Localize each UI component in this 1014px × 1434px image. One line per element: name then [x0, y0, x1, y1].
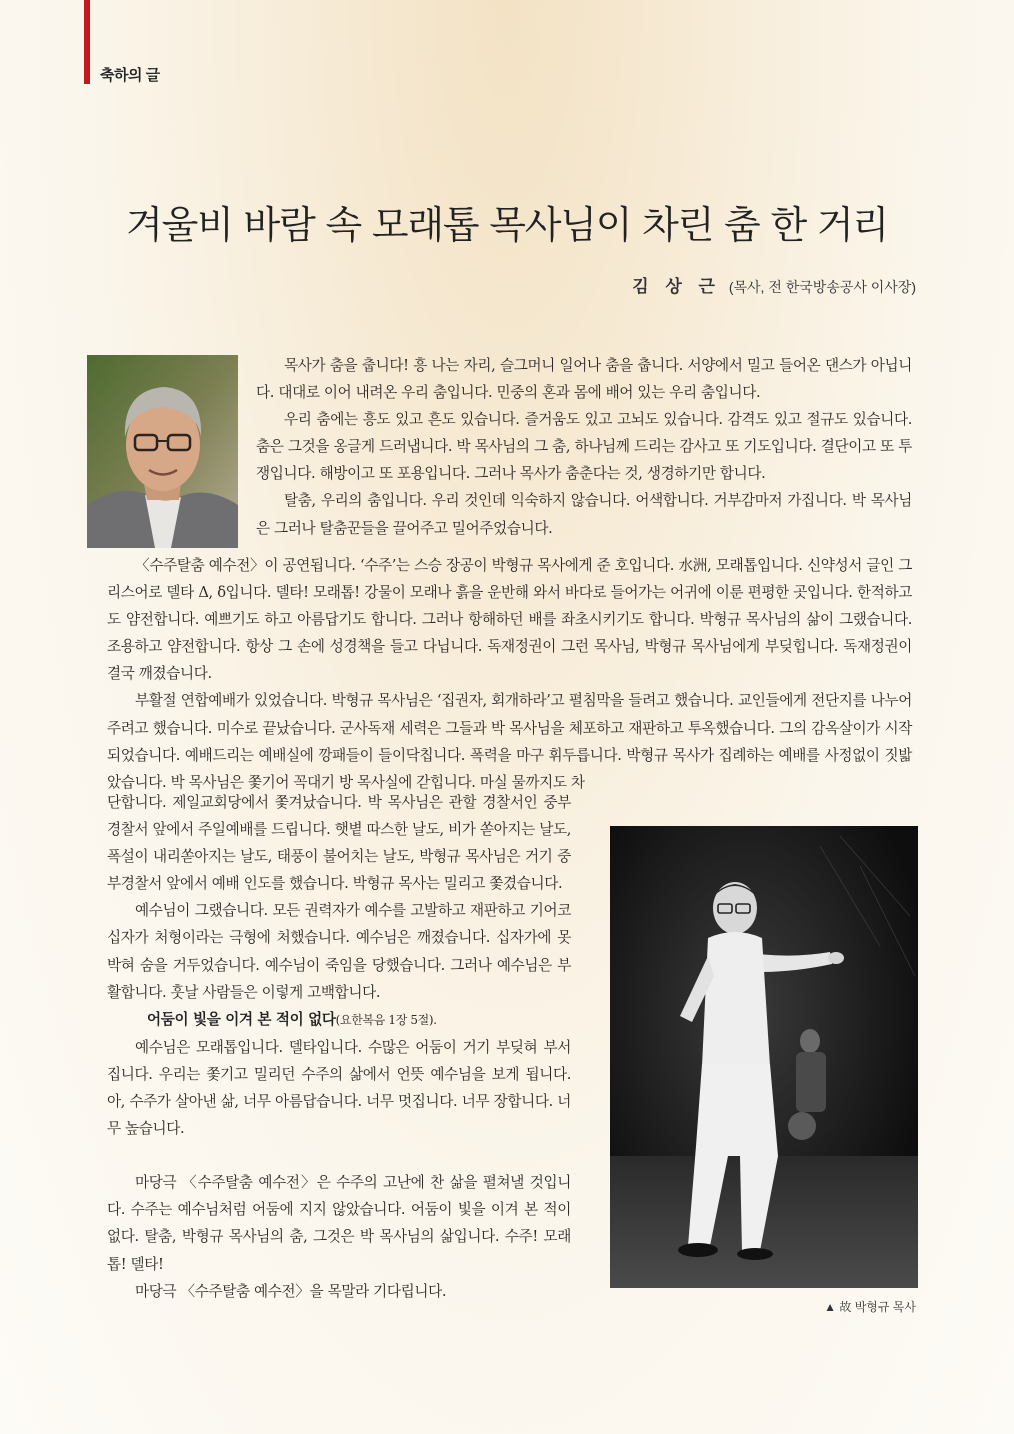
main-paragraphs — [107, 552, 912, 796]
paragraph: 단합니다. 제일교회당에서 쫓겨났습니다. 박 목사님은 관할 경찰서인 중부경찰서 앞에서 주일예배를 드립니다. 햇볕 따스한 날도, 비가 쏟아지는 날도, 폭설이 내리쏟아지는 날도, 태풍이 불어치는 날도, 박형규 목사님은 거기 중부경찰서 앞에서 예배 인도를 했습니다. 박형규 목사는 밀리고 쫓겼습니다. — [107, 794, 571, 893]
paragraph: 마당극 〈수주탈춤 예수전〉은 수주의 고난에 찬 삶을 펼쳐낼 것입니다. 수주는 예수님처럼 어둠에 지지 않았습니다. 어둠이 빛을 이겨 본 적이 없다. 탈춤, 박형규 목사님의 춤, 그것은 박 목사님의 삶입니다. 수주! 모래톱! 델타! — [107, 1174, 571, 1273]
paragraph: 〈수주탈춤 예수전〉이 공연됩니다. ‘수주’는 스승 장공이 박형규 목사에게 준 호입니다. 水洲, 모래톱입니다. 신약성서 글인 그리스어로 델타 Δ, δ입니다. 델타! 모래톱! 강물이 모래나 흙을 운반해 와서 바다로 들어가는 어귀에 이룬 편평한 곳입니다. 한적하고도 얌전합니다. 예쁘기도 하고 아름답기도 합니다. 그러나 항해하던 배를 좌초시키기도 합니다. 박형규 목사님의 삶이 그랬습니다. 조용하고 얌전합니다. 항상 그 손에 성경책을 들고 다닙니다. 독재정권이 그런 목사님, 박형규 목사님에게 부딪힙니다. 독재정권이 결국 깨졌습니다. — [107, 557, 912, 683]
article-title: 겨울비 바람 속 모래톱 목사님이 차린 춤 한 거리 — [126, 203, 888, 247]
paragraph: 목사가 춤을 춥니다! 흥 나는 자리, 슬그머니 일어나 춤을 춥니다. 서양에서 밀고 들어온 댄스가 아닙니다. 대대로 이어 내려온 우리 춤입니다. 민중의 혼과 몸에 배어 있는 우리 춤입니다. — [256, 357, 912, 402]
scripture-quote — [107, 1006, 571, 1034]
quote-text: 어둠이 빛을 이겨 본 적이 없다 — [147, 1010, 336, 1028]
quote-reference: (요한복음 1장 5절). — [335, 1012, 437, 1027]
author-portrait — [87, 355, 238, 548]
paragraph: 마당극 〈수주탈춤 예수전〉을 목말라 기다립니다. — [135, 1282, 447, 1300]
paragraph: 탈춤, 우리의 춤입니다. 우리 것인데 익숙하지 않습니다. 어색합니다. 거부감마저 가집니다. 박 목사님은 그러나 탈춤꾼들을 끌어주고 밀어주었습니다. — [256, 492, 912, 537]
column-paragraphs — [107, 789, 571, 1305]
author-info: (목사, 전 한국방송공사 이사장) — [728, 279, 916, 295]
section-marker-bar — [84, 0, 90, 84]
paragraph: 예수님이 그랬습니다. 모든 권력자가 예수를 고발하고 재판하고 기어코 십자가 처형이라는 극형에 처했습니다. 예수님은 깨졌습니다. 십자가에 못 박혀 숨을 거두었습니다. 예수님이 죽임을 당했습니다. 그러나 예수님은 부활합니다. 훗날 사람들은 이렇게 고백합니다. — [107, 902, 571, 1001]
dancing-pastor-photo — [610, 826, 918, 1288]
section-label: 축하의 글 — [100, 67, 160, 84]
paragraph: 우리 춤에는 흥도 있고 흔도 있습니다. 즐거움도 있고 고뇌도 있습니다. 감격도 있고 절규도 있습니다. 춤은 그것을 옹글게 드러냅니다. 박 목사님의 그 춤, 하나님께 드리는 감사고 또 기도입니다. 결단이고 또 투쟁입니다. 해방이고 또 포용입니다. 그러나 목사가 춤춘다는 것, 생경하기만 합니다. — [256, 411, 912, 483]
intro-paragraphs — [256, 352, 912, 542]
byline — [632, 272, 916, 297]
photo-caption: ▲ 故 박형규 목사 — [824, 1300, 916, 1314]
paragraph: 예수님은 모래톱입니다. 델타입니다. 수많은 어둠이 거기 부딪혀 부서집니다. 우리는 쫓기고 밀리던 수주의 삶에서 언뜻 예수님을 보게 됩니다. 아, 수주가 살아낸 삶, 너무 아름답습니다. 너무 멋집니다. 너무 장합니다. 너무 높습니다. — [107, 1038, 571, 1138]
paragraph: 부활절 연합예배가 있었습니다. 박형규 목사님은 ‘집권자, 회개하라’고 펼침막을 들려고 했습니다. 교인들에게 전단지를 나누어주려고 했습니다. 미수로 끝났습니다. 군사독재 세력은 그들과 박 목사님을 체포하고 재판하고 투옥했습니다. 그의 감옥살이가 시작되었습니다. 예배드리는 예배실에 깡패들이 들이닥칩니다. 폭력을 마구 휘두릅니다. 박형규 목사가 집례하는 예배를 사정없이 짓밟았습니다. 박 목사님은 쫓기어 꼭대기 방 목사실에 갇힙니다. 마실 물까지도 차 — [107, 692, 912, 791]
author-name: 김 상 근 — [632, 277, 721, 296]
